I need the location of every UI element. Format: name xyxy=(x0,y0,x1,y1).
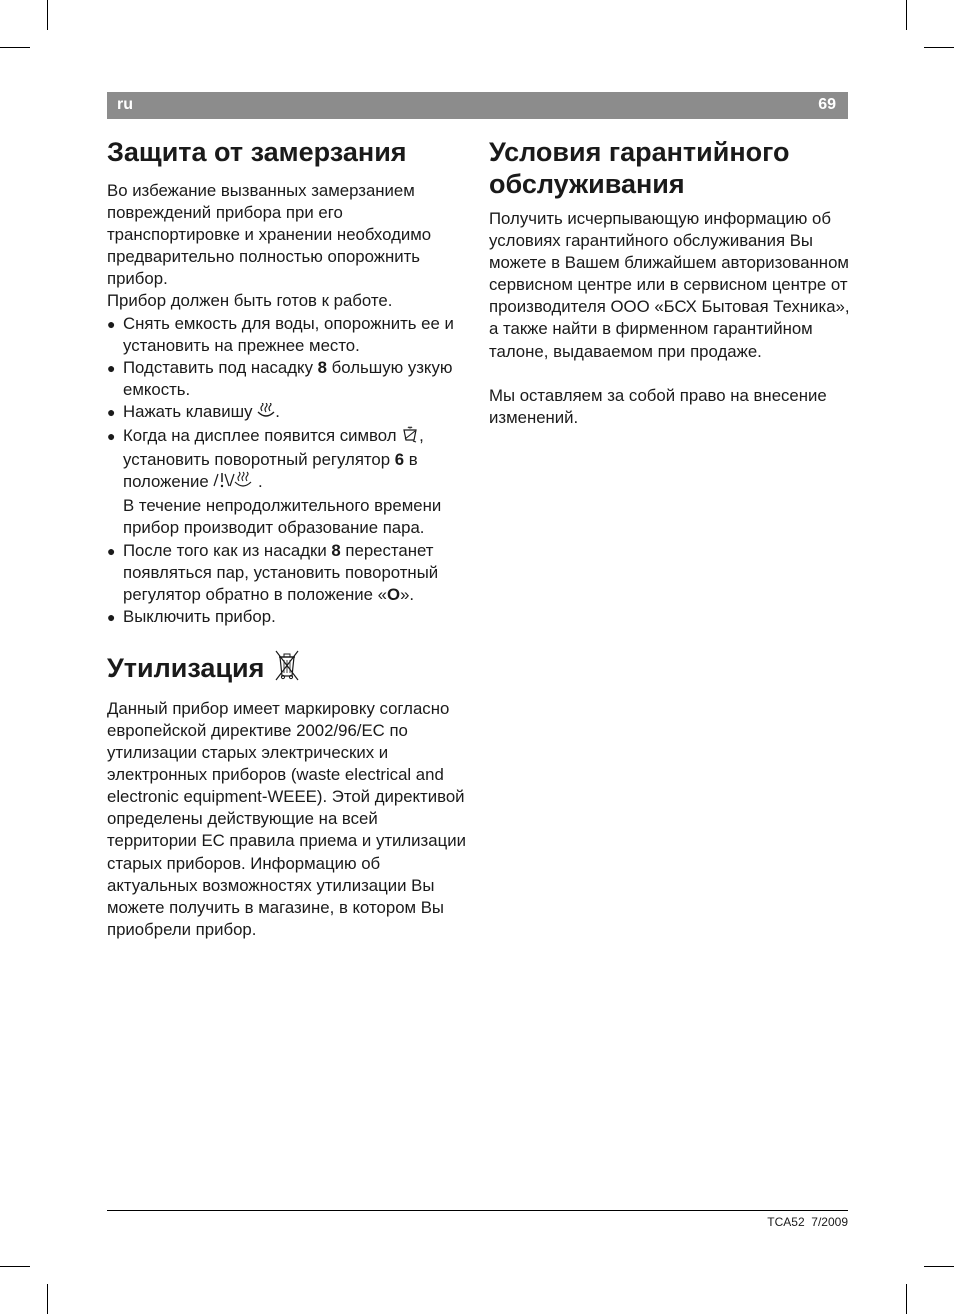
step-text: ». xyxy=(400,584,415,604)
bullet: ● xyxy=(107,428,116,445)
disposal-title: Утилизация xyxy=(107,653,265,684)
step-text: Снять емкость для воды, опорожнить ее и установить на прежнее место. xyxy=(123,313,454,355)
steam-position-icon xyxy=(213,471,253,495)
list-item xyxy=(107,425,472,539)
frost-ready: Прибор должен быть готов к работе. xyxy=(107,291,393,311)
step-text: . xyxy=(253,472,263,492)
list-item xyxy=(107,401,472,425)
step-text: Подставить под насадку xyxy=(123,357,318,377)
warranty-note: Мы оставляем за собой право на внесение изменений. xyxy=(489,385,827,427)
warranty-text: Получить исчерпывающую информацию об условиях гарантийного обслуживания Вы можете в Вашем ближайшем авторизованном сервисном центре или в сервисном центре от производителя ООО «БСХ Бытовая Техника», а также найти в фирменном гарантийном талоне, выдаваемом при продаже. xyxy=(489,209,850,361)
cup-symbol-icon xyxy=(401,425,419,449)
step-text: Когда на дисплее появится символ xyxy=(123,426,402,446)
bullet: ● xyxy=(107,403,116,420)
header-bar xyxy=(107,92,848,119)
crop-mark xyxy=(0,1266,30,1267)
crop-mark xyxy=(47,1284,48,1314)
crop-mark xyxy=(924,47,954,48)
language-code: ru xyxy=(117,96,133,113)
crop-mark xyxy=(47,0,48,30)
step-text: перестанет появляться пар, установить поворотный регулятор обратно в положение « xyxy=(123,540,439,604)
list-item xyxy=(107,606,472,628)
step-text: Выключить прибор. xyxy=(123,606,276,626)
frost-protection-heading: Защита от замерзания xyxy=(107,137,407,167)
disposal-text: Данный прибор имеет маркировку согласно европейской директиве 2002/96/EC по утилизации старых электрических и электронных приборов (waste electrical and electronic equipment-WEEE). Этой директивой определены действующие на всей территории ЕС правила приема и утилизации старых приборов. Информацию об актуальных возможностях утилизации Вы можете получить в магазине, в котором Вы приобрели прибор. xyxy=(107,698,466,939)
crop-mark xyxy=(906,1284,907,1314)
step-text: , установить поворотный регулятор xyxy=(123,426,424,470)
step-text: большую узкую емкость. xyxy=(123,357,453,399)
spacer xyxy=(489,363,851,385)
list-item xyxy=(107,357,472,401)
step-text: Нажать клавишу xyxy=(123,401,258,421)
part-number: 8 xyxy=(331,540,341,560)
frost-intro: Во избежание вызванных замерзанием повреждений прибора при его транспортировке и хранении необходимо предварительно полностью опорожнить прибор. xyxy=(107,181,432,289)
part-number: 6 xyxy=(394,450,405,470)
part-number: 8 xyxy=(317,357,327,377)
right-column xyxy=(489,136,851,429)
left-column xyxy=(107,136,472,941)
step-note: В течение непродолжительного времени прибор производит образование пара. xyxy=(123,496,442,538)
weee-bin-icon xyxy=(274,649,300,688)
crop-mark xyxy=(924,1266,954,1267)
bullet: ● xyxy=(107,359,116,376)
bullet: ● xyxy=(107,315,116,332)
disposal-heading xyxy=(107,649,472,688)
step-text: После того как из насадки xyxy=(123,540,332,560)
step-text: . xyxy=(275,401,280,421)
footer-divider xyxy=(107,1210,848,1211)
frost-steps xyxy=(107,313,472,628)
step-text: в положение xyxy=(123,450,418,492)
bullet: ● xyxy=(107,608,116,625)
steam-icon xyxy=(257,403,275,425)
warranty-heading: Условия гарантийного обслуживания xyxy=(489,137,790,199)
footer-model-date: TCA52 7/2009 xyxy=(767,1215,848,1229)
crop-mark xyxy=(906,0,907,30)
list-item xyxy=(107,313,472,357)
bullet: ● xyxy=(107,542,116,559)
position-zero: O xyxy=(387,584,401,604)
list-item xyxy=(107,540,472,606)
crop-mark xyxy=(0,47,30,48)
page-number: 69 xyxy=(818,96,836,113)
